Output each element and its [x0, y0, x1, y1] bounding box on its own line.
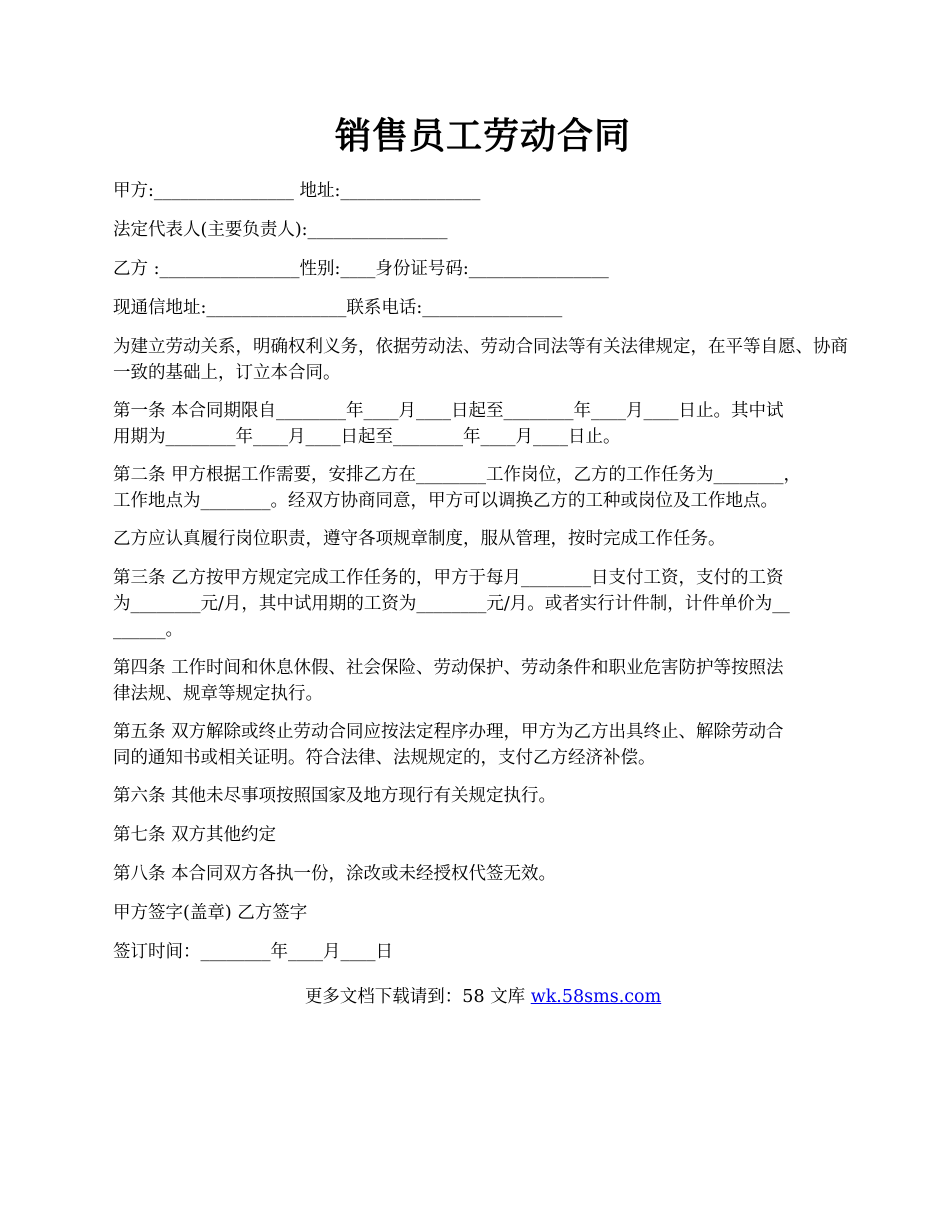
legal-representative-line: 法定代表人(主要负责人):________________	[113, 220, 448, 240]
footer-link[interactable]: wk.58sms.com	[530, 987, 662, 1007]
party-b-line: 乙方 :________________性别:____身份证号码:________________	[113, 259, 609, 279]
article-2: 第二条 甲方根据工作需要，安排乙方在________工作岗位，乙方的工作任务为________， 工作地点为________。经双方协商同意，甲方可以调换乙方的工种或岗位及工作地点。	[113, 465, 802, 511]
article-3: 第三条 乙方按甲方规定完成工作任务的，甲方于每月________日支付工资，支付的工资 为________元/月，其中试用期的工资为________元/月。或者实行计件制，计件单价为__ ______。	[113, 568, 790, 640]
article-7: 第七条 双方其他约定	[113, 825, 277, 845]
download-footer	[113, 984, 853, 1010]
party-a-line: 甲方:________________ 地址:________________	[113, 181, 481, 201]
address-phone-line: 现通信地址:________________联系电话:________________	[113, 298, 563, 318]
preamble-paragraph: 为建立劳动关系，明确权利义务，依据劳动法、劳动合同法等有关法律规定，在平等自愿、协商一致的基础上，订立本合同。	[113, 337, 848, 383]
article-5: 第五条 双方解除或终止劳动合同应按法定程序办理，甲方为乙方出具终止、解除劳动合 同的通知书或相关证明。符合法律、法规规定的，支付乙方经济补偿。	[113, 722, 784, 768]
footer-text: 更多文档下载请到：58 文库	[304, 987, 531, 1007]
article-4: 第四条 工作时间和休息休假、社会保险、劳动保护、劳动条件和职业危害防护等按照法 律法规、规章等规定执行。	[113, 658, 784, 704]
duties-paragraph: 乙方应认真履行岗位职责，遵守各项规章制度，服从管理，按时完成工作任务。	[113, 529, 726, 549]
signature-line: 甲方签字(盖章) 乙方签字	[113, 903, 308, 923]
article-8: 第八条 本合同双方各执一份，涂改或未经授权代签无效。	[113, 864, 557, 884]
document-title: 销售员工劳动合同	[334, 115, 631, 157]
document-body	[113, 178, 853, 978]
signing-date-line: 签订时间：________年____月____日	[113, 942, 393, 962]
article-1: 第一条 本合同期限自________年____月____日起至________年____月____日止。其中试 用期为________年____月____日起至________年____月____日止。	[113, 401, 784, 447]
article-6: 第六条 其他未尽事项按照国家及地方现行有关规定执行。	[113, 786, 557, 806]
